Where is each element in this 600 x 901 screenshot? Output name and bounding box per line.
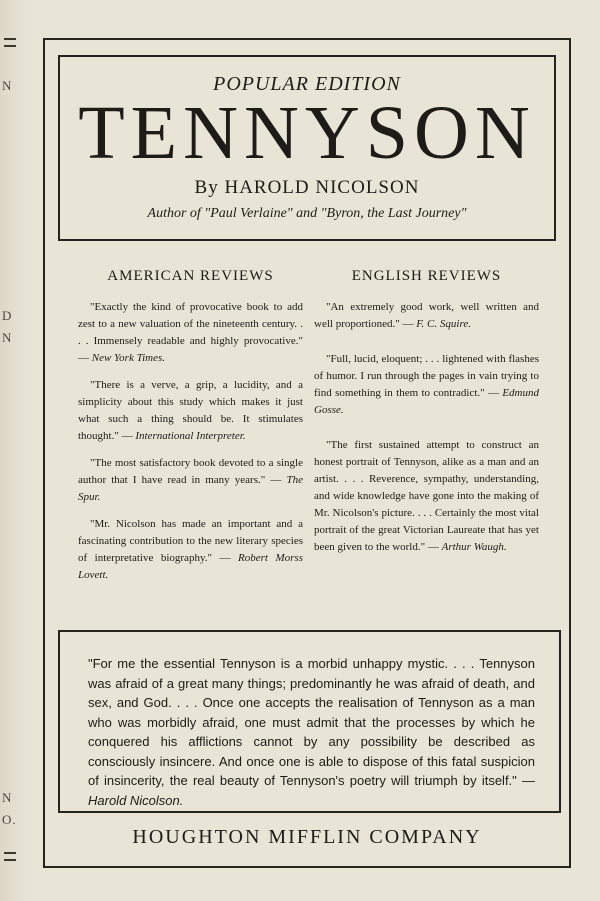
spine-mark: O. (2, 812, 17, 827)
review-source: Edmund Gosse. (314, 387, 539, 416)
american-reviews-column (78, 268, 303, 594)
spine-mark: D (2, 308, 13, 323)
spine-rule (4, 38, 16, 40)
review: "An extremely good work, well written and well proportioned." — F. C. Squire. (314, 301, 539, 330)
review-source: New York Times. (91, 352, 166, 364)
spine-mark: N (2, 330, 13, 345)
english-reviews-heading: ENGLISH REVIEWS (351, 268, 502, 284)
publisher-name: HOUGHTON MIFFLIN COMPANY (132, 826, 482, 848)
review: "The first sustained attempt to construct an honest portrait of Tennyson, alike as a man and an artist. . . . Reverence, sympathy, understanding, and wide knowledge have gone into the making of Mr. Nicolson's picture. . . . Certainly the most vital portrait of the great Victorian Laureate that has yet been given to the world." — Arthur Waugh. (314, 439, 539, 553)
author-other-works: Author of "Paul Verlaine" and "Byron, the Last Journey" (147, 206, 467, 221)
spine-edge (0, 0, 30, 901)
review-source: The Spur. (78, 474, 303, 503)
author-quote: "For me the essential Tennyson is a morbid unhappy mystic. . . . Tennyson was afraid of a great many things; predominantly he was afraid of death, and sex, and God. . . . Once one accepts the realisation of Tennyson as a man who was morbidly afraid, one must admit that the processes by which he conquered his afflictions cannot by any possibility be described as consciously insincere. And once one is able to dispose of this fatal suspicion of insincerity, the real beauty of Tennyson's poetry will triumph by itself." — Harold Nicolson. (88, 656, 535, 808)
english-reviews-column (314, 268, 539, 574)
spine-rule (4, 859, 16, 861)
title-box (58, 55, 556, 241)
author-byline: By HAROLD NICOLSON (194, 177, 420, 198)
review-source: International Interpreter. (135, 430, 246, 442)
review-source: F. C. Squire. (416, 318, 471, 330)
review-source: Robert Morss Lovett. (78, 552, 303, 581)
author-quote-box (58, 630, 561, 813)
spine-rule (4, 45, 16, 47)
edition-label: POPULAR EDITION (213, 73, 401, 95)
review: "Mr. Nicolson has made an important and a fascinating contribution to the new literary species of interpretative biography." — Robert Morss Lovett. (78, 518, 303, 581)
spine-rule (4, 852, 16, 854)
spine-mark: N (2, 78, 13, 93)
american-reviews-heading: AMERICAN REVIEWS (107, 268, 274, 284)
review: "The most satisfactory book devoted to a single author that I have read in many years." — The Spur. (78, 457, 303, 503)
review: "There is a verve, a grip, a lucidity, and a simplicity about this study which makes it just what such a thing should be. It stimulates thought." — International Interpreter. (78, 379, 303, 442)
review-source: Arthur Waugh. (441, 541, 507, 553)
review: "Full, lucid, eloquent; . . . lightened with flashes of humor. I run through the pages in vain trying to find something in them to contradict." — Edmund Gosse. (314, 353, 539, 416)
spine-mark: N (2, 790, 13, 805)
review: "Exactly the kind of provocative book to add zest to a new valuation of the nineteenth century. . . . Immensely readable and highly provocative." — New York Times. (78, 301, 303, 364)
quote-source: Harold Nicolson. (88, 792, 184, 808)
book-title: TENNYSON (78, 91, 536, 175)
